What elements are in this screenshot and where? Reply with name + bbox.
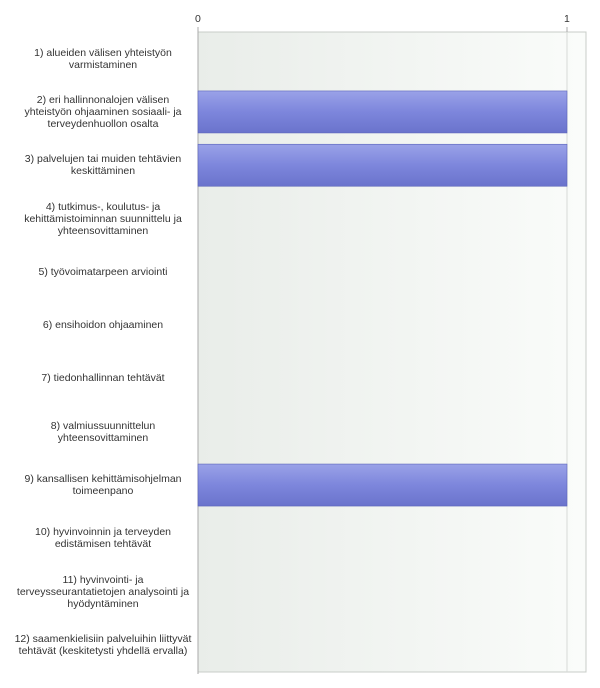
category-label-10: 10) hyvinvoinnin ja terveyden edistämisen tehtävät <box>35 526 171 551</box>
bar-9 <box>198 464 567 506</box>
bar-2 <box>198 91 567 133</box>
category-label-6: 6) ensihoidon ohjaaminen <box>42 319 164 332</box>
category-label-1: 1) alueiden välisen yhteistyön varmistaminen <box>34 46 172 71</box>
x-tick-label-0: 0 <box>195 13 201 25</box>
category-label-11: 11) hyvinvointi- ja terveysseurantatietojen analysointi ja hyödyntäminen <box>16 573 190 610</box>
category-label-5: 5) työvoimatarpeen arviointi <box>38 265 168 278</box>
category-label-9: 9) kansallisen kehittämisohjelman toimeenpano <box>24 473 182 498</box>
category-label-12: 12) saamenkielisiin palveluihin liittyvät tehtävät (keskitetysti yhdellä ervalla) <box>14 632 192 657</box>
category-label-8: 8) valmiussuunnittelun yhteensovittaminen <box>50 419 156 444</box>
x-tick-label-1: 1 <box>564 13 570 25</box>
category-label-7: 7) tiedonhallinnan tehtävät <box>41 372 165 385</box>
category-label-4: 4) tutkimus-, koulutus- ja kehittämistoiminnan suunnittelu ja yhteensovittaminen <box>24 200 182 237</box>
category-label-2: 2) eri hallinnonalojen välisen yhteistyön ohjaaminen sosiaali- ja terveydenhuollon osalta <box>24 93 182 130</box>
category-label-3: 3) palvelujen tai muiden tehtävien keskittäminen <box>24 153 182 178</box>
bar-3 <box>198 144 567 186</box>
